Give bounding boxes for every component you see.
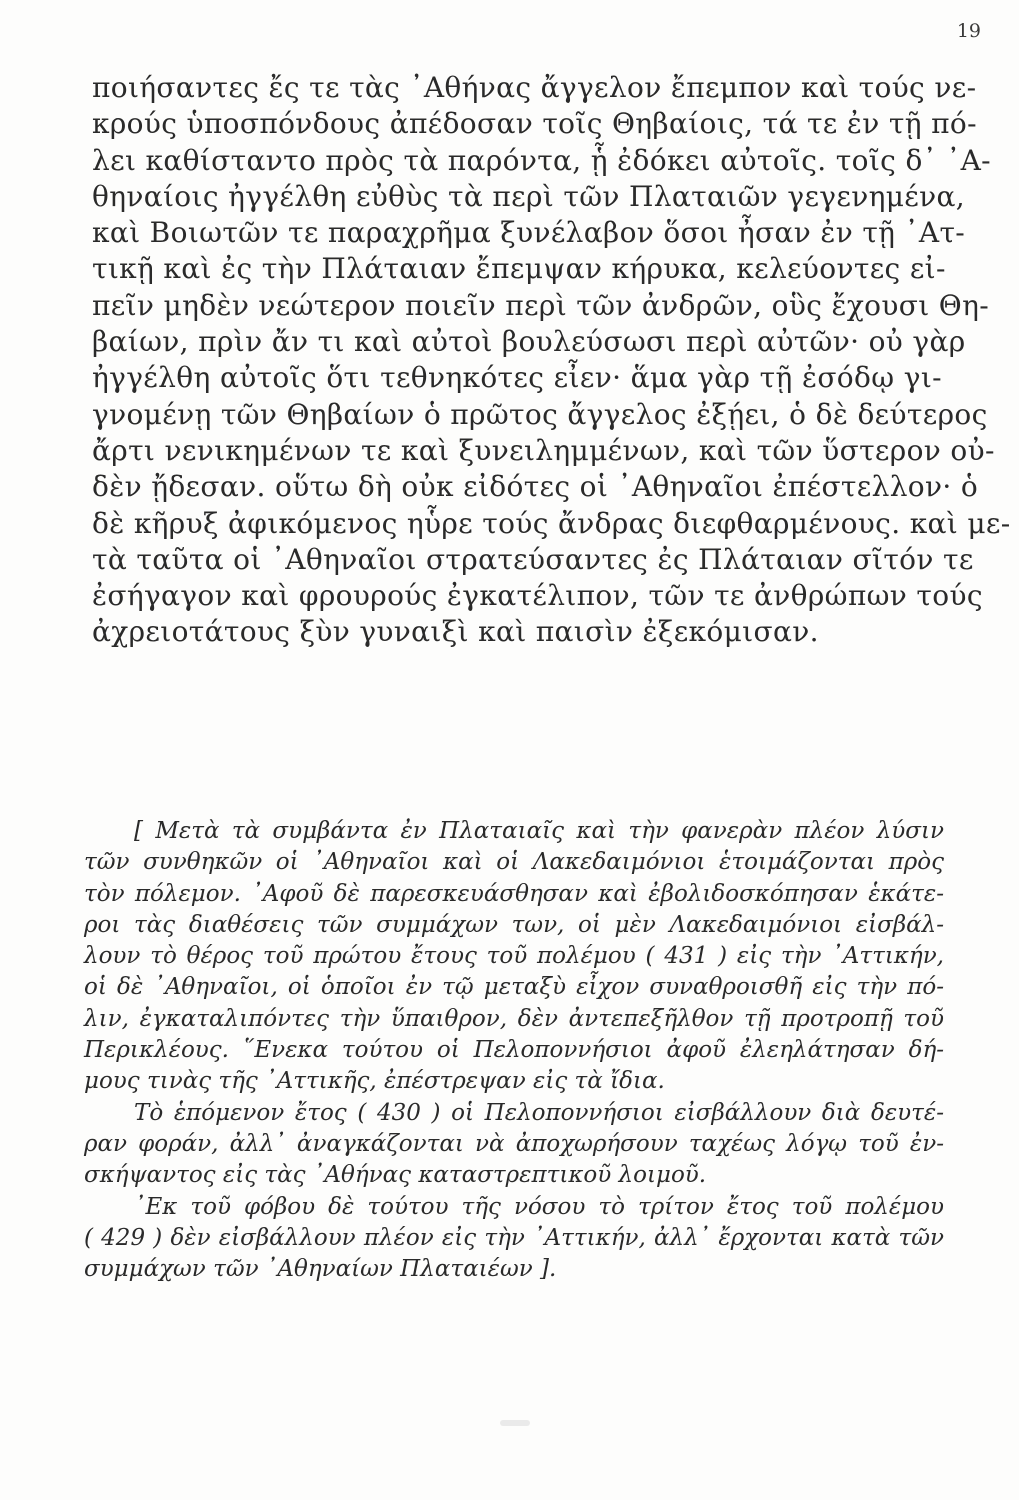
summary-line: σκήψαντος εἰς τὰς ᾿Αθήνας καταστρεπτικοῦ λοιμοῦ. bbox=[84, 1162, 707, 1189]
summary-line: τῶν συνθηκῶν οἱ ᾿Αθηναῖοι καὶ οἱ Λακεδαιμόνιοι ἑτοιμάζονται πρὸς bbox=[84, 849, 944, 876]
summary-line: Περικλέους. ῞Ενεκα τούτου οἱ Πελοποννήσιοι ἀφοῦ ἐλεηλάτησαν δή- bbox=[84, 1037, 944, 1064]
text-line: καὶ Βοιωτῶν τε παραχρῆμα ξυνέλαβον ὅσοι ἦσαν ἐν τῇ ᾿Ατ- bbox=[92, 216, 966, 250]
print-smudge bbox=[500, 1420, 530, 1426]
summary-line: συμμάχων τῶν ᾿Αθηναίων Πλαταιέων ]. bbox=[84, 1256, 557, 1283]
text-line: τὰ ταῦτα οἱ ᾿Αθηναῖοι στρατεύσαντες ἐς Πλάταιαν σῖτόν τε bbox=[92, 542, 974, 576]
modern-greek-summary bbox=[84, 816, 944, 1285]
text-line: ἠγγέλθη αὐτοῖς ὅτι τεθνηκότες εἶεν· ἅμα γὰρ τῇ ἐσόδῳ γι- bbox=[92, 361, 942, 395]
text-line: τικῇ καὶ ἐς τὴν Πλάταιαν ἔπεμψαν κήρυκα, κελεύοντες εἰ- bbox=[92, 252, 946, 286]
text-line: πεῖν μηδὲν νεώτερον ποιεῖν περὶ τῶν ἀνδρῶν, οὓς ἔχουσι Θη- bbox=[92, 288, 990, 322]
summary-line: μους τινὰς τῆς ᾿Αττικῆς, ἐπέστρεψαν εἰς τὰ ἴδια. bbox=[84, 1068, 665, 1095]
summary-line: [ Μετὰ τὰ συμβάντα ἐν Πλαταιαῖς καὶ τὴν φανερὰν πλέον λύσιν bbox=[134, 818, 944, 844]
text-line: λει καθίσταντο πρὸς τὰ παρόντα, ᾗ ἐδόκει αὐτοῖς. τοῖς δ᾿ ᾿Α- bbox=[92, 143, 991, 177]
text-line: γνομένῃ τῶν Θηβαίων ὁ πρῶτος ἄγγελος ἐξῄει, ὁ δὲ δεύτερος bbox=[92, 397, 988, 431]
summary-line: ροι τὰς διαθέσεις τῶν συμμάχων των, οἱ μὲν Λακεδαιμόνιοι εἰσβάλ- bbox=[84, 911, 944, 938]
greek-main-text bbox=[92, 70, 1011, 651]
summary-line: οἱ δὲ ᾿Αθηναῖοι, οἱ ὁποῖοι ἐν τῷ μεταξὺ εἶχον συναθροισθῆ εἰς τὴν πό- bbox=[84, 974, 944, 1001]
text-line: θηναίοις ἠγγέλθη εὐθὺς τὰ περὶ τῶν Πλαταιῶν γεγενημένα, bbox=[92, 179, 966, 213]
summary-line: ᾿Εκ τοῦ φόβου δὲ τούτου τῆς νόσου τὸ τρίτον ἔτος τοῦ πολέμου bbox=[134, 1193, 944, 1220]
summary-line: ( 429 ) δὲν εἰσβάλλουν πλέον εἰς τὴν ᾿Αττικήν, ἀλλ᾿ ἔρχονται κατὰ τῶν bbox=[84, 1224, 944, 1251]
text-line: ἀχρειοτάτους ξὺν γυναιξὶ καὶ παισὶν ἐξεκόμισαν. bbox=[92, 615, 819, 649]
text-line: ἄρτι νενικημένων τε καὶ ξυνειλημμένων, καὶ τῶν ὕστερον οὐ- bbox=[92, 433, 995, 467]
text-line: δὲ κῆρυξ ἀφικόμενος ηὗρε τούς ἄνδρας διεφθαρμένους. καὶ με- bbox=[92, 506, 1011, 540]
summary-line: ραν φοράν, ἀλλ᾿ ἀναγκάζονται νὰ ἀποχωρήσουν ταχέως λόγῳ τοῦ ἐν- bbox=[84, 1130, 944, 1157]
text-line: ποιήσαντες ἔς τε τὰς ᾿Αθήνας ἄγγελον ἔπεμπον καὶ τούς νε- bbox=[92, 71, 977, 104]
summary-line: τὸν πόλεμον. ᾿Αφοῦ δὲ παρεσκευάσθησαν καὶ ἐβολιδοσκόπησαν ἑκάτε- bbox=[84, 880, 944, 907]
summary-line: Τὸ ἑπόμενον ἔτος ( 430 ) οἱ Πελοποννήσιοι εἰσβάλλουν διὰ δευτέ- bbox=[134, 1099, 944, 1126]
text-line: κρούς ὑποσπόνδους ἀπέδοσαν τοῖς Θηβαίοις, τά τε ἐν τῇ πό- bbox=[92, 107, 977, 141]
text-line: βαίων, πρὶν ἄν τι καὶ αὐτοὶ βουλεύσωσι περὶ αὐτῶν· οὐ γὰρ bbox=[92, 325, 966, 359]
summary-line: λουν τὸ θέρος τοῦ πρώτου ἔτους τοῦ πολέμου ( 431 ) εἰς τὴν ᾿Αττικήν, bbox=[84, 943, 944, 970]
page-number: 19 bbox=[956, 20, 981, 42]
text-line: ἐσήγαγον καὶ φρουρούς ἐγκατέλιπον, τῶν τε ἀνθρώπων τούς bbox=[92, 579, 983, 613]
summary-line: λιν, ἐγκαταλιπόντες τὴν ὕπαιθρον, δὲν ἀντεπεξῆλθον τῇ προτροπῇ τοῦ bbox=[84, 1005, 944, 1032]
text-line: δὲν ᾔδεσαν. οὕτω δὴ οὐκ εἰδότες οἱ ᾿Αθηναῖοι ἐπέστελλον· ὁ bbox=[92, 470, 979, 504]
